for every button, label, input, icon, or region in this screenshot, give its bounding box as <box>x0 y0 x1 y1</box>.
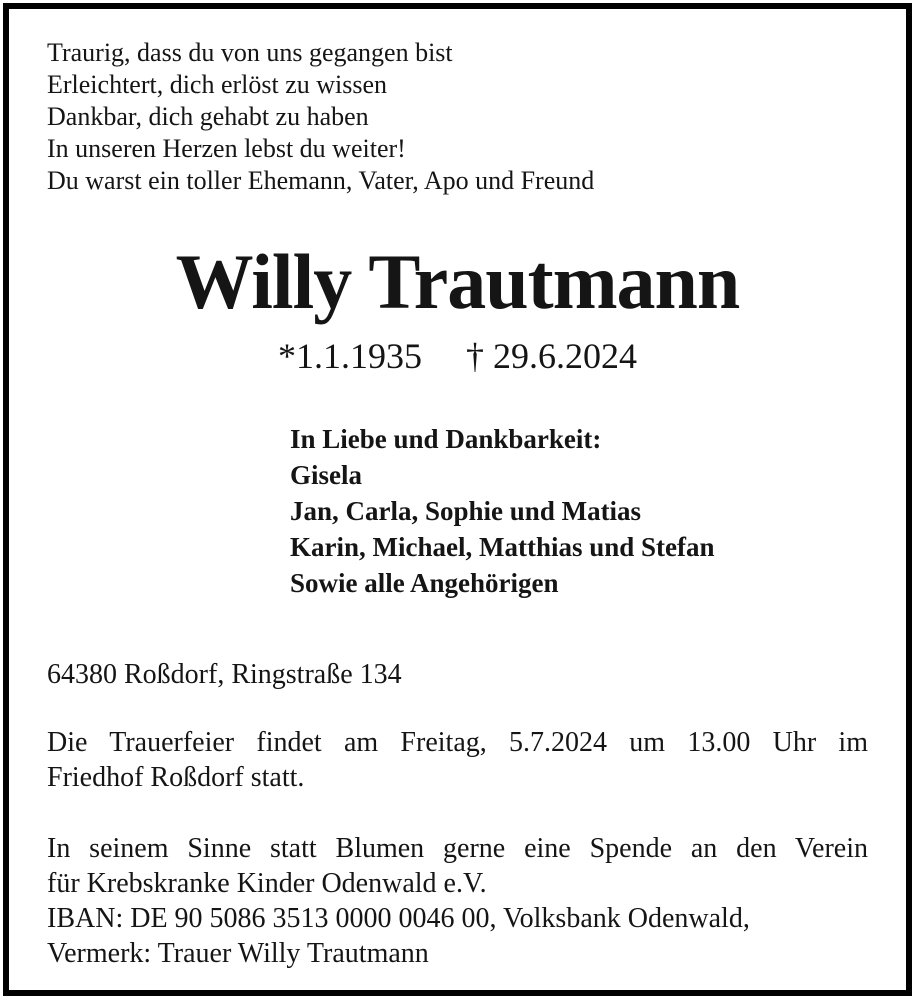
family-line: In Liebe und Dankbarkeit: <box>290 423 602 454</box>
verse-line: Du warst ein toller Ehemann, Vater, Apo und Freund <box>47 166 595 195</box>
mourners-block <box>290 421 868 601</box>
life-dates <box>47 337 868 377</box>
family-line: Jan, Carla, Sophie und Matias <box>290 495 642 526</box>
birth-date: *1.1.1935 <box>278 336 422 376</box>
obituary-content <box>9 9 906 971</box>
verse-line: In unseren Herzen lebst du weiter! <box>47 134 406 163</box>
verse-line: Erleichtert, dich erlöst zu wissen <box>47 70 388 99</box>
death-date: † 29.6.2024 <box>466 336 637 376</box>
family-line: Sowie alle Angehörigen <box>290 567 559 598</box>
funeral-detail-line: Friedhof Roßdorf statt. <box>47 761 305 793</box>
donation-line: In seinem Sinne statt Blumen gerne eine Spende an den Verein <box>47 832 868 864</box>
opening-verse <box>47 37 868 197</box>
donation-line: für Krebskranke Kinder Odenwald e.V. <box>47 867 487 899</box>
funeral-details <box>47 725 868 795</box>
address-line: 64380 Roßdorf, Ringstraße 134 <box>47 658 402 690</box>
donation-details <box>47 831 868 971</box>
verse-line: Traurig, dass du von uns gegangen bist <box>47 38 453 67</box>
funeral-detail-line: Die Trauerfeier findet am Freitag, 5.7.2024 um 13.00 Uhr im <box>47 726 868 758</box>
deceased-name: Willy Trautmann <box>175 238 740 325</box>
verse-line: Dankbar, dich gehabt zu haben <box>47 102 369 131</box>
family-line: Gisela <box>290 459 362 490</box>
family-line: Karin, Michael, Matthias und Stefan <box>290 531 715 562</box>
iban-line: IBAN: DE 90 5086 3513 0000 0046 00, Volksbank Odenwald, <box>47 902 750 934</box>
reference-line: Vermerk: Trauer Willy Trautmann <box>47 937 429 969</box>
obituary-notice-frame <box>3 3 912 996</box>
